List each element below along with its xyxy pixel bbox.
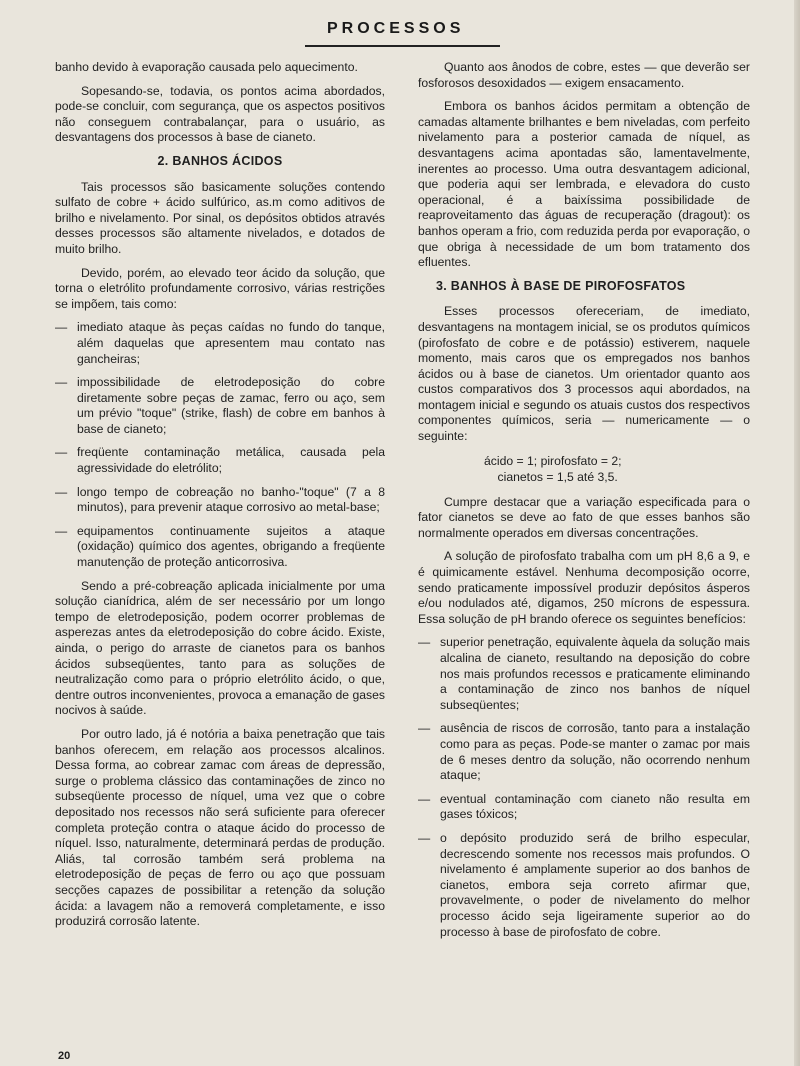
paragraph: Embora os banhos ácidos permitam a obtenção de camadas altamente brilhantes e bem niveladas, com perfeito nivelamento para a posterior camada de níquel, as desvantagens acima apontadas são, lamentavelmente, inerentes ao processo. Uma outra desvantagem adicional, que poderia aqui ser lembrada, e elevadora do custo operacional, é a baixíssima possibilidade de reaproveitamento das águas de recuperação (dragout): os banhos operam a frio, com reduzida perda por evaporação, o que obriga à necessidade de um bom tratamento dos efluentes. (418, 99, 750, 270)
list-item (55, 524, 385, 571)
list-item-text: freqüente contaminação metálica, causada pela agressividade do eletrólito; (77, 445, 385, 476)
list-item-text: superior penetração, equivalente àquela da solução mais alcalina de cianeto, resultando na deposição do cobre nos mais profundos recessos e praticamente eliminando a contaminação de zinco nos banhos de níquel subseqüentes; (440, 635, 750, 712)
formula-line: ácido = 1; pirofosfato = 2; (484, 453, 622, 468)
list-item (418, 635, 750, 713)
list-item-text: eventual contaminação com cianeto não resulta em gases tóxicos; (440, 791, 750, 822)
dash: — (418, 721, 431, 736)
header-rule (305, 45, 500, 47)
formula-line: cianetos = 1,5 até 3,5. (484, 469, 618, 484)
dash: — (55, 523, 68, 538)
dash: — (418, 791, 431, 806)
dash: — (418, 830, 431, 845)
dash: — (55, 375, 68, 390)
dash: — (55, 445, 68, 460)
list-item-text: impossibilidade de eletrodeposição do cobre diretamente sobre peças de zamac, ferro ou aço, sem um prévio "toque" (strike, flash) de cobre em banhos à base de cianeto; (77, 375, 385, 436)
paragraph: Esses processos ofereceriam, de imediato, desvantagens na montagem inicial, se os produtos químicos (pirofosfato de cobre e de potássio) estiverem, naquele momento, mais caros que os empregados nos banhos ácidos ou à base de cianetos. Um orientador quanto aos custos comparativos dos 3 processos aqui abordados, na montagem inicial e segundo os atuais custos dos respectivos componentes químicos, seria — numericamente — o seguinte: (418, 304, 750, 444)
paragraph: Devido, porém, ao elevado teor ácido da solução, que torna o eletrólito profundamente corrosivo, várias restrições se impõem, tais como: (55, 265, 385, 311)
list-item-text: imediato ataque às peças caídas no fundo do tanque, além daquelas que apresentem mau contato nas gancheiras; (77, 320, 385, 366)
paragraph: Por outro lado, já é notória a baixa penetração que tais banhos oferecem, em relação aos processos alcalinos. Dessa forma, ao cobrear zamac com áreas de depressão, surge o problema clássico das contaminações de zinco no subseqüente processo de níquel, uma vez que o cobre depositado nos recessos não será suficiente para oferecer completa proteção contra o ataque ácido do processo de níquel. Isso, naturalmente, determinará perdas de produção. Aliás, tal corrosão também será problema na eletrodeposição de peças de ferro ou aço que possuam secções capazes de possibilitar a retenção da solução ácida: a lavagem não a removerá completamente, e isso produzirá corrosão latente. (55, 726, 385, 929)
list-item-text: longo tempo de cobreação no banho-"toque" (7 a 8 minutos), para prevenir ataque corrosivo ao metal-base; (77, 484, 385, 515)
list-item (418, 721, 750, 783)
list-item-text: ausência de riscos de corrosão, tanto para a instalação como para as peças. Pode-se manter o zamac por mais de 6 meses dentro da solução, não ocorrendo nenhum ataque; (440, 721, 750, 783)
paragraph: Cumpre destacar que a variação especificada para o fator cianetos se deve ao fato de que esses banhos são normalmente operados em diversas concentrações. (418, 494, 750, 540)
page-number: 20 (58, 1050, 71, 1062)
page-edge (794, 0, 800, 1066)
page-header (305, 8, 555, 46)
list-item-text: equipamentos continuamente sujeitos a ataque (oxidação) químico dos agentes, obrigando a freqüente manutenção de proteção anticorrosiva. (77, 523, 385, 570)
list-item (55, 485, 385, 516)
paragraph: Quanto aos ânodos de cobre, estes — que deverão ser fosforosos desoxidados — exigem ensacamento. (418, 60, 750, 90)
list-item (55, 375, 385, 437)
section-heading: 3. BANHOS À BASE DE PIROFOSFATOS (436, 278, 686, 293)
running-title: PROCESSOS (327, 20, 465, 37)
paragraph: Sendo a pré-cobreação aplicada inicialmente por uma solução cianídrica, além de ser necessário por um longo tempo de eletrodeposição, podem ocorrer problemas de asperezas antes da eletrodeposição do cobre ácido. Existe, ainda, o perigo do arraste de cianetos para os banhos ácidos subseqüentes, tanto para as soluções de neutralização como para o próprio eletrólito ácido, o que, dentre outros inconvenientes, provoca a emanação de gases nocivos à saúde. (55, 578, 385, 718)
paragraph: A solução de pirofosfato trabalha com um pH 8,6 a 9, e é quimicamente estável. Nenhuma decomposição ocorre, sendo praticamente impossível produzir depósitos ásperos e/ou nodulados até, digamos, 250 mícrons de espessura. Essa solução de pH brando oferece os seguintes benefícios: (418, 549, 750, 626)
dash: — (55, 484, 68, 499)
list-item-text: o depósito produzido será de brilho especular, decrescendo somente nos recessos mais profundos. O nivelamento é amplamente superior ao dos banhos de cianetos, embora seja correto afirmar que, provavelmente, o poder de nivelamento do melhor processo ácido seja ligeiramente superior ao do processo à base de pirofosfato de cobre. (440, 830, 750, 939)
paragraph: banho devido à evaporação causada pelo aquecimento. (55, 60, 358, 74)
cost-formula (418, 453, 750, 485)
dash: — (55, 320, 68, 335)
list-item (55, 445, 385, 476)
paragraph: Tais processos são basicamente soluções contendo sulfato de cobre + ácido sulfúrico, as.m como aditivos de brilho e nivelamento. Por sinal, os depósitos obtidos através desses processos são altamente nivelados, e dotados de muito brilho. (55, 179, 385, 256)
list-item (418, 792, 750, 823)
right-column (418, 60, 750, 948)
list-item (418, 831, 750, 940)
list-item (55, 320, 385, 367)
left-column (55, 60, 385, 938)
dash: — (418, 635, 431, 650)
section-heading: 2. BANHOS ÁCIDOS (157, 153, 283, 168)
paragraph: Sopesando-se, todavia, os pontos acima abordados, pode-se concluir, com segurança, que os aspectos positivos não conseguem contrabalançar, para o usuário, as desvantagens dos processos à base de cianeto. (55, 83, 385, 145)
